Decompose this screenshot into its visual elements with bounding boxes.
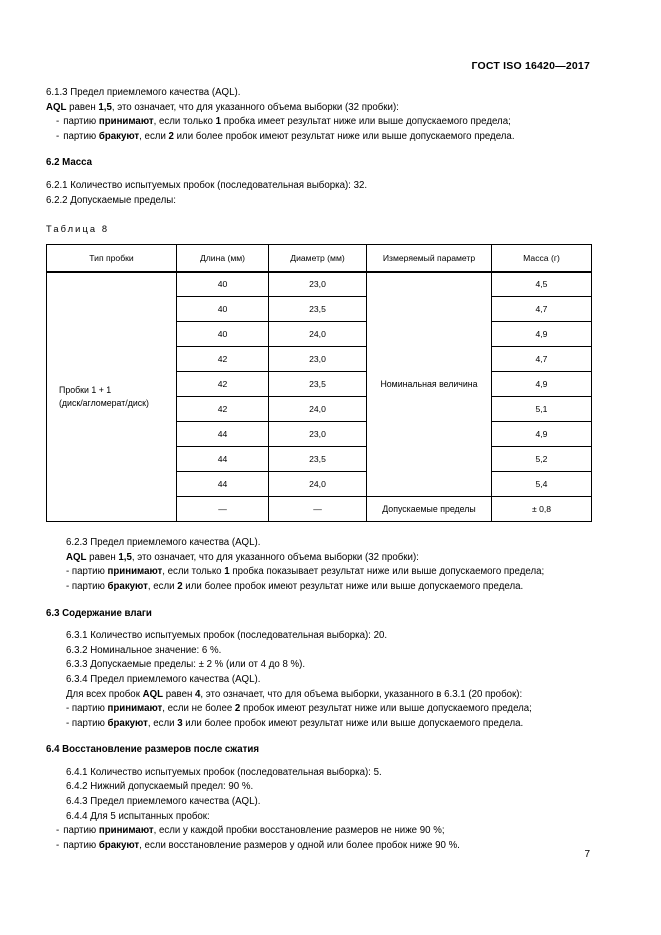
cell-diameter: 23,0 (269, 422, 367, 447)
cell-diameter: 23,0 (269, 272, 367, 297)
aql-text-2: , это означает, что для указанного объема выборки (32 пробки): (111, 101, 399, 113)
spacer (46, 171, 591, 179)
aql-text-pre: Для всех пробок (66, 688, 143, 700)
paragraph-6-3-2: 6.3.2 Номинальное значение: 6 %. (66, 644, 222, 656)
bullet-text-pre: - партию (66, 703, 108, 715)
bullet-text-bold: бракуют (98, 839, 140, 851)
bullet-text-post: , если у каждой пробки восстановление размеров не ниже 90 %; (153, 825, 445, 837)
aql-text-mid: равен (163, 688, 196, 700)
bullet-text-num: 2 (168, 130, 174, 142)
bullet-text-num: 1 (215, 116, 221, 128)
bullet-dash: - (56, 116, 60, 128)
spacer (46, 621, 591, 629)
spacer (46, 731, 591, 743)
bullet-text-post: пробка показывает результат ниже или выше допускаемого предела; (229, 566, 545, 578)
bullet-6-4-4-accept (46, 824, 591, 839)
cell-mass: 4,9 (492, 322, 592, 347)
paragraph-6-3-4-aql (46, 688, 591, 703)
bullet-text-mid: , если не более (162, 703, 235, 715)
table-body (47, 272, 592, 522)
bullet-text-mid: , если (147, 717, 178, 729)
cell-mass: 4,7 (492, 347, 592, 372)
column-header-parameter: Измеряемый параметр (367, 245, 492, 272)
bullet-text-bold: принимают (107, 566, 163, 578)
bullet-text-num: 1 (224, 566, 230, 578)
paragraph-6-4-3: 6.4.3 Предел приемлемого качества (AQL). (66, 796, 261, 808)
paragraph-6-2-3: 6.2.3 Предел приемлемого качества (AQL). (66, 537, 261, 549)
bullet-text-mid: , если (139, 130, 169, 142)
cell-length: 40 (177, 297, 269, 322)
cell-diameter-limit: — (269, 497, 367, 522)
paragraph-6-3-4: 6.3.4 Предел приемлемого качества (AQL). (66, 673, 261, 685)
spacer (46, 522, 591, 536)
spacer (46, 758, 591, 766)
bullet-text-bold: принимают (98, 825, 154, 837)
spacer (46, 236, 591, 244)
spacer (46, 144, 591, 156)
bullet-6-3-4-accept (46, 702, 591, 717)
cell-diameter: 24,0 (269, 397, 367, 422)
page-number: 7 (584, 849, 590, 860)
cell-length: 40 (177, 272, 269, 297)
cork-type-line2: (диск/агломерат/диск) (59, 397, 149, 408)
cell-mass-limit: ± 0,8 (492, 497, 592, 522)
cell-mass: 4,9 (492, 372, 592, 397)
cell-mass: 5,2 (492, 447, 592, 472)
cell-length: 40 (177, 322, 269, 347)
bullet-text-bold: принимают (107, 703, 163, 715)
paragraph-6-4-1: 6.4.1 Количество испытуемых пробок (последовательная выборка): 5. (66, 766, 382, 778)
bullet-6-2-3-reject (46, 580, 591, 595)
bullet-text-post: пробок имеют результат ниже или выше допускаемого предела; (240, 703, 532, 715)
bullet-text-pre: партию (63, 825, 99, 837)
cell-diameter: 23,0 (269, 347, 367, 372)
bullet-text-mid: , если только (162, 566, 225, 578)
bullet-text-mid: , если (147, 580, 178, 592)
column-header-type: Тип пробки (47, 245, 177, 272)
aql-value: 1,5 (98, 101, 112, 113)
bullet-6-2-3-accept (46, 565, 591, 580)
bullet-text-post: или более пробок имеют результат ниже или выше допускаемого предела. (173, 130, 515, 142)
paragraph-6-2-3-aql (46, 551, 591, 566)
paragraph-6-4-2: 6.4.2 Нижний допускаемый предел: 90 %. (66, 781, 254, 793)
cork-type-line1: Пробки 1 + 1 (59, 385, 112, 396)
cell-diameter: 24,0 (269, 472, 367, 497)
bullet-text-pre: - партию (66, 566, 108, 578)
aql-text-post: , это означает, что для объема выборки, указанного в 6.3.1 (20 пробок): (200, 688, 523, 700)
cell-diameter: 24,0 (269, 322, 367, 347)
bullet-text-post: или более пробок имеют результат ниже или выше допускаемого предела. (182, 717, 524, 729)
bullet-text-num: 2 (234, 703, 241, 715)
cell-diameter: 23,5 (269, 297, 367, 322)
column-header-mass: Масса (г) (492, 245, 592, 272)
column-header-length: Длина (мм) (177, 245, 269, 272)
paragraph-6-1-3-aql (46, 101, 591, 116)
aql-bold: AQL (66, 551, 87, 563)
heading-6-2: 6.2 Масса (46, 157, 93, 169)
bullet-text-post: пробка имеет результат ниже или выше допускаемого предела; (220, 116, 511, 128)
aql-text-1: равен (86, 551, 119, 563)
cell-parameter-nominal: Номинальная величина (367, 272, 492, 497)
paragraph-6-4-4: 6.4.4 Для 5 испытанных пробок: (66, 810, 210, 822)
cell-mass: 4,7 (492, 297, 592, 322)
table-row (47, 272, 592, 297)
paragraph-6-2-2: 6.2.2 Допускаемые пределы: (46, 194, 176, 206)
cell-parameter-limits: Допускаемые пределы (367, 497, 492, 522)
table-header-row (47, 245, 592, 272)
cell-length: 42 (177, 347, 269, 372)
cell-diameter: 23,5 (269, 372, 367, 397)
bullet-text-bold: бракуют (107, 580, 148, 592)
spacer (46, 208, 591, 222)
running-head: ГОСТ ISO 16420—2017 (471, 60, 590, 72)
cell-diameter: 23,5 (269, 447, 367, 472)
bullet-text-post: , если восстановление размеров у одной или более пробок ниже 90 %. (139, 839, 460, 851)
cell-mass: 4,5 (492, 272, 592, 297)
cell-mass: 5,1 (492, 397, 592, 422)
bullet-text-num: 3 (177, 717, 183, 729)
cell-length: 44 (177, 472, 269, 497)
bullet-dash: - (56, 839, 60, 851)
cell-mass: 4,9 (492, 422, 592, 447)
cell-mass: 5,4 (492, 472, 592, 497)
bullet-6-1-3-accept (46, 115, 591, 130)
bullet-6-1-3-reject (46, 130, 591, 145)
cell-length: 44 (177, 447, 269, 472)
bullet-text-mid: , если только (153, 116, 216, 128)
aql-text-2: , это означает, что для указанного объема выборки (32 пробки): (131, 551, 419, 563)
bullet-dash: - (56, 825, 60, 837)
bullet-dash: - (56, 130, 60, 142)
table-head (47, 245, 592, 272)
column-header-diameter: Диаметр (мм) (269, 245, 367, 272)
heading-6-3: 6.3 Содержание влаги (46, 607, 152, 619)
paragraph-6-3-1: 6.3.1 Количество испытуемых пробок (последовательная выборка): 20. (66, 630, 388, 642)
bullet-text-pre: - партию (66, 717, 108, 729)
bullet-text-post: или более пробок имеют результат ниже или выше допускаемого предела. (182, 580, 524, 592)
table-caption: Таблица 8 (46, 224, 110, 235)
aql-text-1: равен (66, 101, 99, 113)
paragraph-6-2-1: 6.2.1 Количество испытуемых пробок (последовательная выборка): 32. (46, 179, 368, 191)
spacer (46, 595, 591, 607)
bullet-text-pre: партию (63, 130, 99, 142)
aql-value: 4 (195, 688, 201, 700)
cell-cork-type (47, 272, 177, 522)
bullet-text-bold: бракуют (107, 717, 148, 729)
bullet-6-3-4-reject (46, 717, 591, 732)
bullet-text-pre: партию (63, 839, 99, 851)
cell-length-limit: — (177, 497, 269, 522)
bullet-text-pre: партию (63, 116, 99, 128)
bullet-text-bold: принимают (98, 116, 154, 128)
bullet-text-num: 2 (177, 580, 183, 592)
cell-length: 44 (177, 422, 269, 447)
aql-value: 1,5 (118, 551, 132, 563)
bullet-text-pre: - партию (66, 580, 108, 592)
page-content (46, 86, 591, 853)
aql-bold: AQL (46, 101, 67, 113)
aql-bold: AQL (142, 688, 164, 700)
bullet-text-bold: бракуют (98, 130, 140, 142)
bullet-6-4-4-reject (46, 839, 591, 854)
paragraph-6-3-3: 6.3.3 Допускаемые пределы: ± 2 % (или от 4 до 8 %). (66, 659, 306, 671)
heading-6-4: 6.4 Восстановление размеров после сжатия (46, 744, 260, 756)
paragraph-6-1-3: 6.1.3 Предел приемлемого качества (AQL). (46, 87, 241, 98)
cell-length: 42 (177, 397, 269, 422)
cell-length: 42 (177, 372, 269, 397)
table-8 (46, 244, 592, 522)
